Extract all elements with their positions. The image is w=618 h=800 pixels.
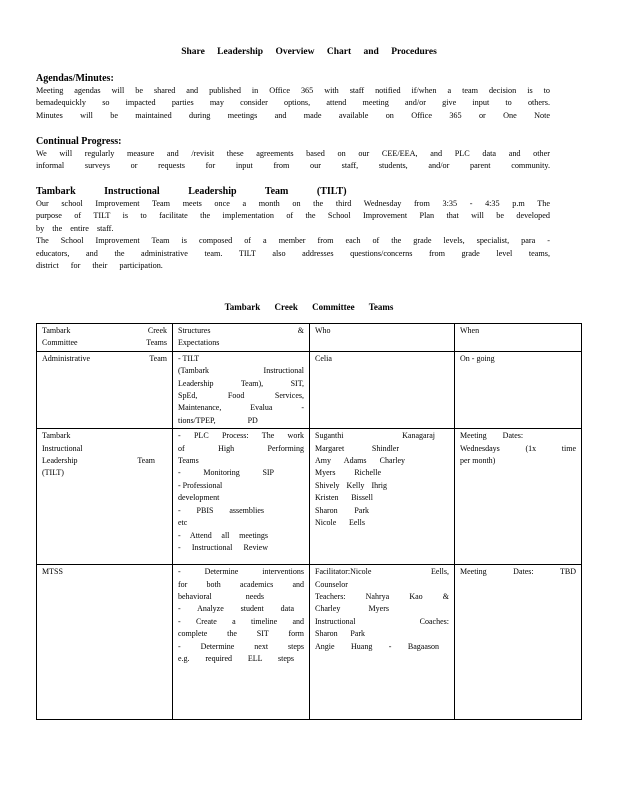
- table-row: [37, 429, 582, 565]
- body-line: Minutes will be maintained during meetings and made available on Office 365 or One Note: [36, 110, 550, 120]
- cell-team: [37, 351, 173, 428]
- section-body: [36, 198, 550, 272]
- cell-line: Suganthi Kanagaraj: [315, 431, 435, 441]
- cell-when: [455, 565, 582, 720]
- section-heading: Continual Progress:: [36, 136, 122, 147]
- cell-when: [455, 429, 582, 565]
- cell-line: Instructional: [42, 443, 83, 453]
- cell-line: - Create a timeline and: [178, 616, 304, 626]
- body-line: We will regularly measure and /revisit these agreements based on our CEE/EEA, and PLC data and other: [36, 149, 550, 158]
- cell-line: e.g. required ELL steps: [178, 654, 294, 664]
- cell-line: etc: [178, 518, 188, 528]
- cell-line: Teachers: Nahrya Kao &: [315, 592, 449, 602]
- cell-line: Celia: [315, 353, 332, 363]
- cell-line: behavioral needs: [178, 592, 264, 602]
- cell-line: On - going: [460, 353, 495, 363]
- cell-line: per month): [460, 456, 496, 466]
- body-line: Meeting agendas will be shared and published in Office 365 with staff notified if/when a team decision is to: [36, 86, 550, 95]
- cell-line: - TILT: [178, 353, 200, 363]
- cell-structures: [173, 429, 310, 565]
- header-line: Expectations: [178, 338, 220, 348]
- cell-line: Shively Kelly Ihrig: [315, 480, 387, 490]
- cell-line: - Monitoring SIP: [178, 468, 274, 478]
- table-title: Tambark Creek Committee Teams: [224, 302, 394, 312]
- cell-line: - Professional: [178, 480, 223, 490]
- cell-line: Angie Huang - Bagaason: [315, 641, 439, 651]
- cell-line: Kristen Bissell: [315, 493, 373, 503]
- cell-line: Charley Myers: [315, 604, 389, 614]
- cell-line: Sharon Park: [315, 629, 365, 639]
- table-header-row: [37, 324, 582, 352]
- section-continual-progress: [36, 136, 550, 173]
- cell-line: - Analyze student data: [178, 604, 294, 614]
- body-line: bemadequickly so impacted parties may consider options, attend meeting and/or give input to others.: [36, 98, 550, 108]
- cell-line: Leadership Team), SIT,: [178, 378, 304, 388]
- cell-line: Facilitator:Nicole Eells,: [315, 567, 449, 577]
- cell-line: for both academics and: [178, 579, 304, 589]
- cell-line: Myers Richelle: [315, 468, 381, 478]
- document-title: Share Leadership Overview Chart and Procedures: [181, 47, 437, 57]
- header-line: Structures &: [178, 326, 304, 335]
- cell-line: Amy Adams Charley: [315, 456, 405, 466]
- body-line: Our school Improvement Team meets once a month on the third Wednesday from 3:35 - 4:35 p.m The: [36, 199, 550, 208]
- cell-line: (Tambark Instructional: [178, 366, 304, 376]
- cell-team: [37, 429, 173, 565]
- header-line: When: [460, 326, 480, 335]
- committee-teams-table: [36, 323, 582, 720]
- header-line: Committee Teams: [42, 338, 167, 348]
- header-cell-team: [37, 324, 173, 352]
- cell-when: [455, 351, 582, 428]
- header-line: Tambark Creek: [42, 326, 167, 335]
- table-row: [37, 351, 582, 428]
- body-line: purpose of TILT is to facilitate the implementation of the School Improvement Plan that will be developed: [36, 211, 550, 221]
- body-line: informal surveys or requests for input from our staff, students, and/or parent community.: [36, 161, 550, 171]
- cell-structures: [173, 351, 310, 428]
- cell-line: - Attend all meetings: [178, 530, 268, 540]
- cell-line: of High Performing: [178, 443, 304, 453]
- cell-line: Meeting Dates: TBD: [460, 567, 576, 577]
- section-heading: Tambark Instructional Leadership Team (TILT): [36, 186, 347, 197]
- cell-line: development: [178, 493, 220, 503]
- cell-line: Administrative Team: [42, 353, 167, 363]
- header-cell-when: [455, 324, 582, 352]
- cell-who: [310, 351, 455, 428]
- cell-line: Maintenance, Evalua -: [178, 403, 304, 413]
- section-agendas-minutes: [36, 73, 550, 122]
- cell-line: Instructional Coaches:: [315, 616, 449, 626]
- section-body: [36, 85, 550, 122]
- body-line: district for their participation.: [36, 261, 163, 271]
- cell-line: - PLC Process: The work: [178, 431, 304, 441]
- cell-line: Counselor: [315, 579, 348, 589]
- cell-line: tions/TPEP, PD: [178, 415, 258, 425]
- cell-line: (TILT): [42, 468, 64, 478]
- cell-line: - Instructional Review: [178, 542, 268, 552]
- header-cell-who: [310, 324, 455, 352]
- cell-line: Teams: [178, 456, 199, 466]
- cell-line: Leadership Team: [42, 456, 155, 466]
- header-line: Who: [315, 326, 331, 335]
- cell-who: [310, 565, 455, 720]
- cell-line: Meeting Dates:: [460, 431, 524, 441]
- section-tilt: [36, 186, 550, 272]
- cell-line: - PBIS assemblies: [178, 505, 264, 515]
- table-row: [37, 565, 582, 720]
- cell-line: - Determine interventions: [178, 567, 304, 577]
- body-line: educators, and the administrative team. TILT also addresses questions/concerns from grade level teams,: [36, 248, 550, 258]
- cell-line: SpEd, Food Services,: [178, 391, 304, 401]
- cell-line: - Determine next steps: [178, 641, 304, 651]
- cell-line: complete the SIT form: [178, 629, 304, 639]
- section-heading: Agendas/Minutes:: [36, 73, 114, 84]
- cell-line: Wednesdays (1x time: [460, 443, 576, 453]
- cell-structures: [173, 565, 310, 720]
- cell-line: Tambark: [42, 431, 71, 441]
- cell-team: [37, 565, 173, 720]
- section-body: [36, 148, 550, 173]
- body-line: The School Improvement Team is composed of a member from each of the grade levels, specialist, para -: [36, 236, 550, 246]
- cell-line: Margaret Shindler: [315, 443, 399, 453]
- cell-line: Sharon Park: [315, 505, 369, 515]
- cell-who: [310, 429, 455, 565]
- cell-line: Nicole Eells: [315, 518, 365, 528]
- body-line: by the entire staff.: [36, 223, 114, 233]
- header-cell-structures: [173, 324, 310, 352]
- cell-line: MTSS: [42, 567, 63, 577]
